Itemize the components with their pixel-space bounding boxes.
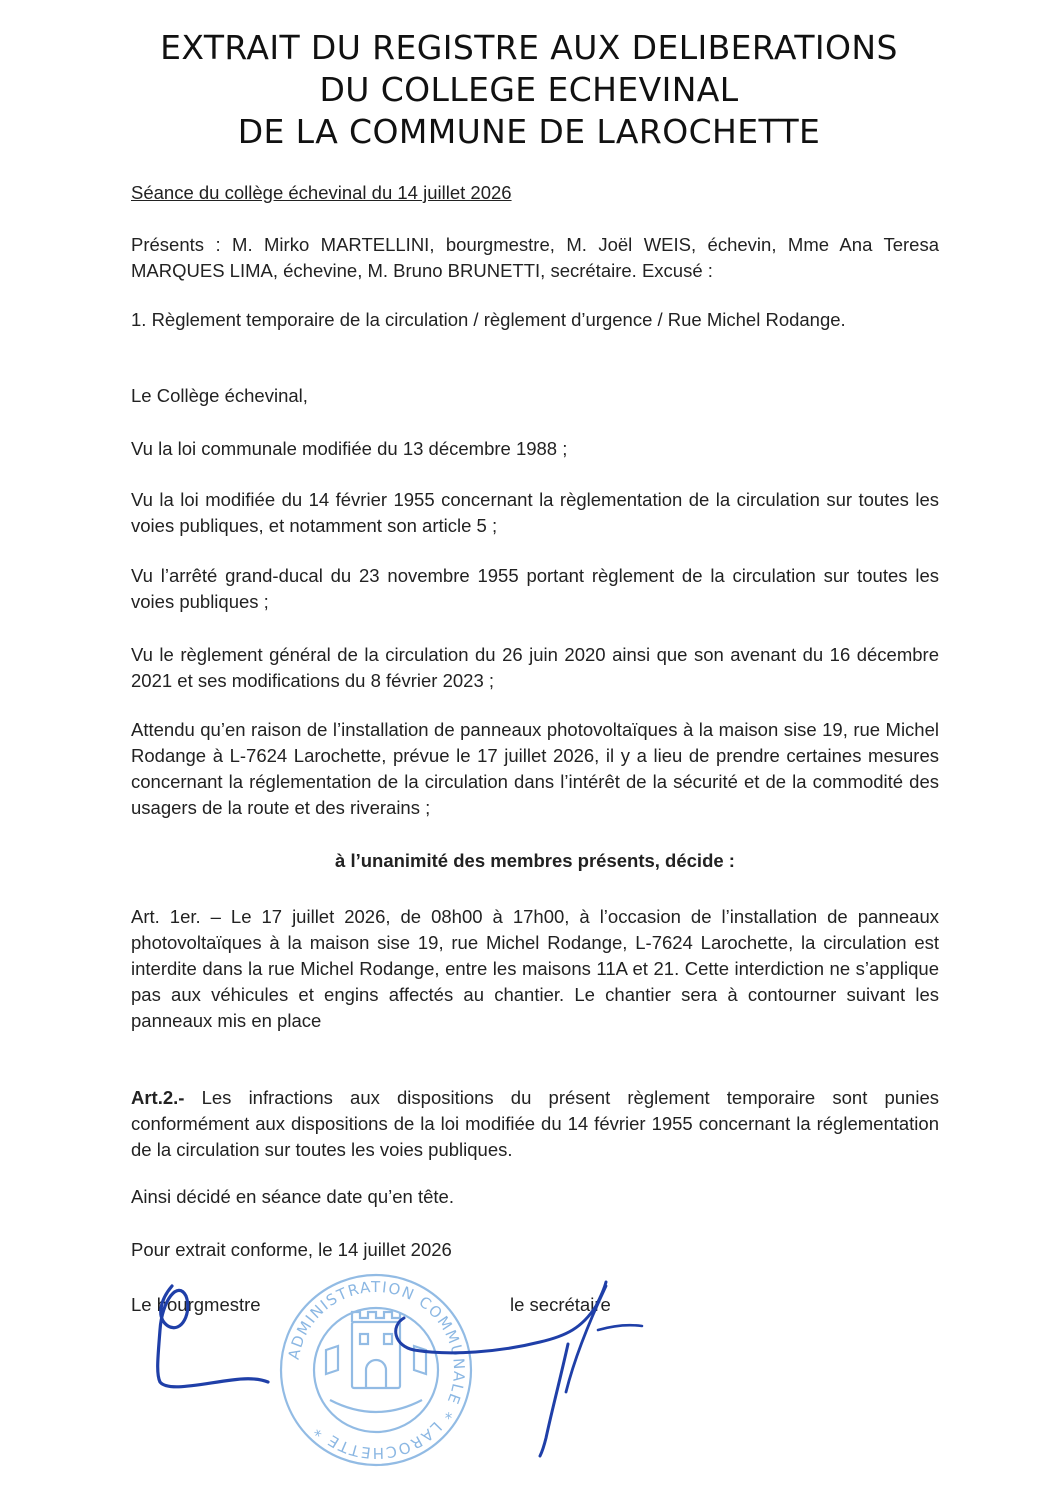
secretaire-label: le secrétaire (510, 1294, 611, 1315)
decision-text: à l’unanimité des membres présents, décide : (335, 850, 735, 871)
article-2-label: Art.2.- (131, 1087, 185, 1108)
presents-paragraph: Présents : M. Mirko MARTELLINI, bourgmestre, M. Joël WEIS, échevin, Mme Ana Teresa MARQUES LIMA, échevine, M. Bruno BRUNETTI, secrétaire. Excusé : (131, 234, 939, 281)
header-line-1: EXTRAIT DU REGISTRE AUX DELIBERATIONS (160, 28, 898, 67)
vu-arrete-grand-ducal: Vu l’arrêté grand-ducal du 23 novembre 1955 portant règlement de la circulation sur toutes les voies publiques ; (131, 565, 939, 612)
college-line: Le Collège échevinal, (131, 385, 308, 406)
stamp-text: ADMINISTRATION COMMUNALE * LAROCHETTE * (284, 1277, 469, 1463)
vu-loi-communale: Vu la loi communale modifiée du 13 décembre 1988 ; (131, 438, 568, 459)
vu-loi-1955: Vu la loi modifiée du 14 février 1955 concernant la règlementation de la circulation sur toutes les voies publiques, et notamment son article 5 ; (131, 489, 939, 536)
header-line-3: DE LA COMMUNE DE LAROCHETTE (237, 112, 821, 151)
pour-extrait-conforme: Pour extrait conforme, le 14 juillet 2026 (131, 1239, 452, 1260)
vu-reglement-general: Vu le règlement général de la circulation du 26 juin 2020 ainsi que son avenant du 16 décembre 2021 et ses modifications du 8 février 2023 ; (131, 644, 939, 691)
seance-heading: Séance du collège échevinal du 14 juillet 2026 (131, 182, 512, 203)
bourgmestre-signature (158, 1286, 268, 1387)
agenda-point: 1. Règlement temporaire de la circulation / règlement d’urgence / Rue Michel Rodange. (131, 309, 846, 330)
article-1: Art. 1er. – Le 17 juillet 2026, de 08h00 à 17h00, à l’occasion de l’installation de panneaux photovoltaïques à la maison sise 19, rue Michel Rodange, L-7624 Larochette, la circulation est interdite dans la rue Michel Rodange, entre les maisons 11A et 21. Cette interdiction ne s’applique pas aux véhicules et engins affectés au chantier. Le chantier sera à contourner suivant les panneaux mis en place (131, 906, 939, 1031)
bourgmestre-label: Le bourgmestre (131, 1294, 261, 1315)
header-line-2: DU COLLEGE ECHEVINAL (319, 70, 739, 109)
secretaire-signature (396, 1282, 606, 1353)
article-2-text: Les infractions aux dispositions du présent règlement temporaire sont punies conformément aux dispositions de la loi modifiée du 14 février 1955 concernant la réglementation de la circulation sur toutes les voies publiques. (131, 1087, 939, 1160)
ainsi-decide: Ainsi décidé en séance date qu’en tête. (131, 1186, 454, 1207)
attendu-paragraph: Attendu qu’en raison de l’installation de panneaux photovoltaïques à la maison sise 19, rue Michel Rodange à L-7624 Larochette, prévue le 17 juillet 2026, il y a lieu de prendre certaines mesures concernant la réglementation de la circulation dans l’intérêt de la sécurité et de la commodité des usagers de la route et des riverains ; (131, 719, 939, 818)
